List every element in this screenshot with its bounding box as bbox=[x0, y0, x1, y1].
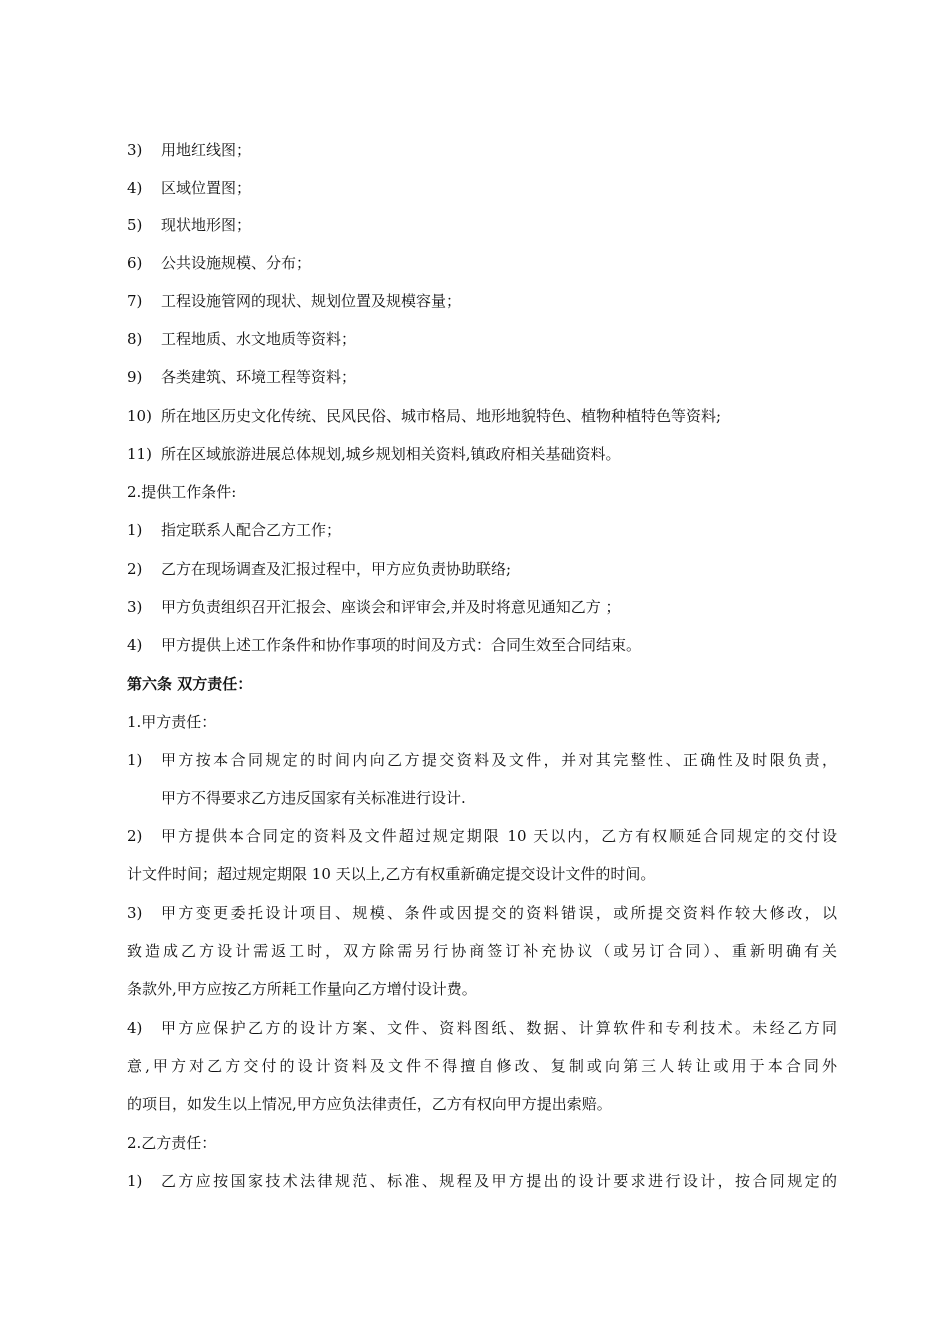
list-item bbox=[127, 290, 837, 312]
item-number: 11) bbox=[127, 445, 152, 463]
item-text: 甲方负责组织召开汇报会、座谈会和评审会,并及时将意见通知乙方 ； bbox=[161, 598, 621, 616]
item-line: 的项目，如发生以上情况,甲方应负法律责任，乙方有权向甲方提出索赔。 bbox=[127, 1095, 612, 1113]
item-text: 各类建筑、环境工程等资料； bbox=[161, 368, 357, 386]
item-number: 1) bbox=[127, 1172, 143, 1190]
item-text: 区域位置图； bbox=[161, 179, 252, 197]
item-line: 甲方提供本合同定的资料及文件超过规定期限 10 天以内，乙方有权顺延合同规定的交付设 bbox=[161, 827, 837, 845]
item-number: 4) bbox=[127, 636, 143, 654]
article-heading: 第六条 双方责任： bbox=[127, 675, 253, 693]
item-line: 意,甲方对乙方交付的设计资料及文件不得擅自修改、复制或向第三人转让或用于本合同外 bbox=[127, 1057, 837, 1075]
item-line: 致造成乙方设计需返工时，双方除需另行协商签订补充协议（或另订合同）、重新明确有关 bbox=[127, 942, 837, 960]
item-text: 用地红线图； bbox=[161, 141, 252, 159]
item-number: 2) bbox=[127, 560, 143, 578]
list-item bbox=[127, 558, 837, 580]
item-line: 条款外,甲方应按乙方所耗工作量向乙方增付设计费。 bbox=[127, 980, 477, 998]
list-item bbox=[127, 519, 837, 541]
item-text: 指定联系人配合乙方工作； bbox=[161, 521, 342, 539]
list-item bbox=[127, 177, 837, 199]
subsection-title: 2.乙方责任： bbox=[127, 1134, 217, 1152]
item-number: 4) bbox=[127, 1019, 143, 1037]
list-item bbox=[127, 634, 837, 656]
item-line: 甲方变更委托设计项目、规模、条件或因提交的资料错误，或所提交资料作较大修改，以 bbox=[161, 904, 837, 922]
item-number: 8) bbox=[127, 330, 143, 348]
item-line: 甲方不得要求乙方违反国家有关标准进行设计. bbox=[161, 789, 466, 807]
subsection-title: 1.甲方责任： bbox=[127, 713, 217, 731]
list-item bbox=[127, 328, 837, 350]
item-text: 公共设施规模、分布； bbox=[161, 254, 312, 272]
item-text: 甲方提供上述工作条件和协作事项的时间及方式：合同生效至合同结束。 bbox=[161, 636, 642, 654]
list-item bbox=[127, 443, 837, 465]
item-line: 甲方按本合同规定的时间内向乙方提交资料及文件，并对其完整性、正确性及时限负责， bbox=[161, 751, 837, 769]
item-text: 工程设施管网的现状、规划位置及规模容量； bbox=[161, 292, 462, 310]
item-number: 3) bbox=[127, 141, 143, 159]
item-number: 10) bbox=[127, 407, 152, 425]
item-number: 7) bbox=[127, 292, 143, 310]
item-text: 所在地区历史文化传统、民风民俗、城市格局、地形地貌特色、植物种植特色等资料; bbox=[161, 407, 722, 425]
item-number: 3) bbox=[127, 598, 143, 616]
list-item bbox=[127, 139, 837, 161]
item-number: 5) bbox=[127, 216, 143, 234]
item-text: 现状地形图； bbox=[161, 216, 252, 234]
item-text: 乙方在现场调查及汇报过程中，甲方应负责协助联络; bbox=[161, 560, 512, 578]
item-number: 9) bbox=[127, 368, 143, 386]
list-item bbox=[127, 405, 837, 427]
item-number: 1) bbox=[127, 751, 143, 769]
item-number: 2) bbox=[127, 827, 143, 845]
item-text: 所在区域旅游进展总体规划,城乡规划相关资料,镇政府相关基础资料。 bbox=[161, 445, 621, 463]
item-number: 3) bbox=[127, 904, 143, 922]
section-title: 2.提供工作条件: bbox=[127, 483, 237, 501]
item-line: 计文件时间；超过规定期限 10 天以上,乙方有权重新确定提交设计文件的时间。 bbox=[127, 865, 656, 883]
item-number: 1) bbox=[127, 521, 143, 539]
list-item bbox=[127, 366, 837, 388]
item-line: 乙方应按国家技术法律规范、标准、规程及甲方提出的设计要求进行设计，按合同规定的 bbox=[161, 1172, 837, 1190]
item-text: 工程地质、水文地质等资料； bbox=[161, 330, 357, 348]
item-number: 6) bbox=[127, 254, 143, 272]
list-item bbox=[127, 596, 837, 618]
item-line: 甲方应保护乙方的设计方案、文件、资料图纸、数据、计算软件和专利技术。未经乙方同 bbox=[161, 1019, 837, 1037]
list-item bbox=[127, 252, 837, 274]
list-item bbox=[127, 214, 837, 236]
item-number: 4) bbox=[127, 179, 143, 197]
